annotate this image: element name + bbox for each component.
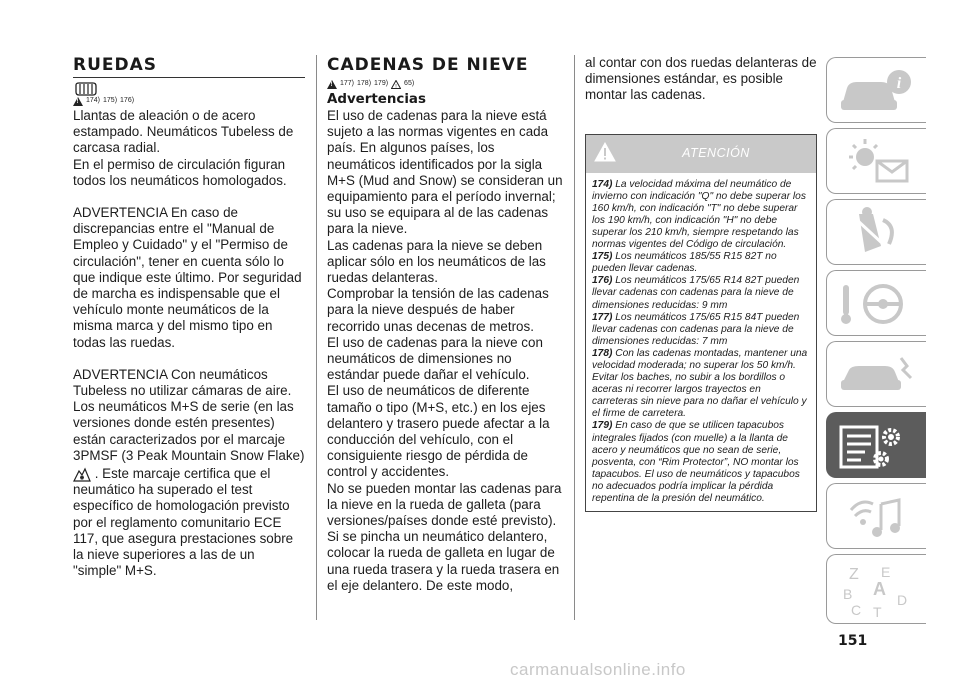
paragraph: El uso de neumáticos de diferente tamaño o tipo (M+S, etc.) en los ejes delantero y trasero puede afectar a la conducción del vehículo, con el consiguiente riesgo de pérdida de control y accidentes. — [327, 383, 550, 480]
tab-safety[interactable] — [826, 199, 926, 265]
alphabetical-index-icon — [837, 561, 917, 621]
section-title-ruedas: RUEDAS — [73, 55, 158, 75]
watermark: carmanualsonline.info — [510, 660, 686, 679]
index-letter: B — [843, 586, 853, 602]
ref-179[interactable]: 179) — [374, 80, 389, 87]
paragraph: ADVERTENCIA En caso de discrepancias entre el "Manual de Empleo y Cuidado" y el "Permiso de circulación", tener en cuenta sólo lo que indique este último. Por seguridad de marcha es indispensable que el vehículo monte neumáticos de la misma marca y del mismo tipo en todas las ruedas. — [73, 205, 302, 350]
paragraph: al contar con dos ruedas delanteras de dimensiones estándar, es posible montar las cadenas. — [585, 55, 817, 103]
paragraph: No se pueden montar las cadenas para la nieve en la rueda de galleta (para versiones/países donde esté previsto). Si se pincha un neumático delantero, colocar la rueda de galleta en lugar de una rueda trasera y la rueda trasera en el eje delantero. De este modo, — [327, 480, 562, 593]
column-separator — [574, 55, 575, 620]
attention-notes — [586, 173, 816, 512]
car-crash-icon — [837, 348, 917, 402]
snowflake-mountain-icon — [73, 464, 91, 482]
tab-emergency[interactable] — [826, 341, 926, 407]
paragraph-3pmsf: ADVERTENCIA Con neumáticos Tubeless no utilizar cámaras de aire. Los neumáticos M+S de serie (en las versiones donde estén presentes) están caracterizados por el marcaje 3PMSF (3 Peak Mountain Snow Flake) . Este marcaje certifica que el neumático ha superado el test específico de homologación previsto por el reglamento comunitario ECE 117, que asegura prestaciones sobre la nieve superiores a las de un "simple" M+S. — [73, 366, 305, 579]
index-letter: D — [897, 592, 908, 608]
attention-header — [586, 135, 816, 173]
ref-176[interactable]: 176) — [120, 97, 135, 104]
cadenas-column — [327, 55, 563, 594]
paragraph: El uso de cadenas para la nieve con neumáticos de dimensiones no estándar puede dañar el vehículo. — [327, 334, 543, 383]
note-item: 175) Los neumáticos 185/55 R15 82T no pueden llevar cadenas. — [592, 251, 777, 275]
maintenance-list-icon — [837, 419, 917, 473]
index-letter: E — [881, 564, 891, 580]
note-item: 176) Los neumáticos 175/65 R14 82T pueden llevar cadenas con cadenas para la nieve de dimensiones reducidas: 9 mm — [592, 275, 800, 311]
attention-title: ATENCIÓN — [682, 145, 750, 160]
note-item: 178) Con las cadenas montadas, mantener una velocidad moderada; no superar los 50 km/h. Evitar los baches, no subir a los bordillos o aceras ni recorrer largos trayectos en carreteras sin nieve para no dañar el vehículo y el firme de carretera. — [592, 347, 808, 420]
chapter-tabs — [826, 57, 926, 629]
tab-car-info[interactable] — [826, 57, 926, 123]
warning-triangle-icon — [73, 97, 83, 106]
warning-lights-icon — [837, 135, 917, 189]
ref-175[interactable]: 175) — [103, 97, 118, 104]
paragraph: Llantas de aleación o de acero estampado. Neumáticos Tubeless de carcasa radial. — [73, 108, 294, 156]
attention-column — [585, 55, 817, 512]
ref-65[interactable]: 65) — [404, 80, 415, 87]
tab-warning-lights[interactable] — [826, 128, 926, 194]
steering-wheel-icon — [837, 277, 917, 331]
warning-refs — [73, 96, 305, 106]
paragraph: El uso de cadenas para la nieve está sujeto a las normas vigentes en cada país. En algunos países, los neumáticos identificados por la sigla M+S (Mud and Snow) se consideran un equipamiento para el período invernal; su uso se equipara al de las cadenas para la nieve. — [327, 108, 563, 237]
multimedia-icon — [837, 490, 917, 544]
paragraph: Las cadenas para la nieve se deben aplicar sólo en los neumáticos de las ruedas delanteras. — [327, 237, 546, 286]
ref-178[interactable]: 178) — [357, 80, 372, 87]
note-item: 179) En caso de que se utilicen tapacubos integrales fijados (con muelle) a la llanta de acero y neumáticos que no sean de serie, posventa, con “Rim Protector”, NO montar los tapacubos. El uso de neumáticos y tapacubos no adecuados podría implicar la pérdida repentina de la presión del neumático. — [592, 420, 800, 505]
car-info-icon — [837, 64, 917, 118]
ref-174[interactable]: 174) — [86, 97, 101, 104]
paragraph: Comprobar la tensión de las cadenas para la nieve después de haber recorrido unas decenas de metros. — [327, 286, 549, 334]
note-item: 174) La velocidad máxima del neumático de invierno con indicación "Q" no debe superar los 160 km/h, con indicación "T" no debe superar los 190 km/h, con indicación "H" no debe superar los 210 km/h, siempre respetando las normas vigentes del Código de circulación. — [592, 178, 806, 251]
tire-icon — [74, 82, 98, 96]
svg-text:i: i — [896, 75, 902, 92]
warning-triangle-icon — [327, 80, 337, 89]
warning-refs — [327, 79, 563, 89]
airbag-seat-icon — [837, 206, 917, 260]
caution-triangle-icon — [391, 80, 401, 89]
tab-multimedia[interactable] — [826, 483, 926, 549]
index-letter: Z — [849, 566, 859, 583]
tab-maintenance[interactable] — [826, 412, 926, 478]
tab-index[interactable] — [826, 554, 926, 624]
title-rule — [73, 77, 305, 78]
ref-177[interactable]: 177) — [340, 80, 355, 87]
index-letter: C — [851, 602, 862, 618]
column-separator — [316, 55, 317, 620]
page-number: 151 — [838, 633, 868, 649]
svg-text:!: ! — [395, 83, 397, 89]
note-item: 177) Los neumáticos 175/65 R15 84T pueden llevar cadenas con cadenas para la nieve de dimensiones reducidas: 7 mm — [592, 311, 800, 347]
tab-starting-driving[interactable] — [826, 270, 926, 336]
attention-box — [585, 134, 817, 513]
index-letter: T — [873, 604, 882, 620]
subheading-advertencias: Advertencias — [327, 92, 426, 107]
index-letter: A — [873, 579, 886, 599]
section-title-cadenas: CADENAS DE NIEVE — [327, 55, 529, 75]
paragraph: En el permiso de circulación figuran todos los neumáticos homologados. — [73, 156, 287, 188]
ruedas-column — [73, 55, 305, 579]
